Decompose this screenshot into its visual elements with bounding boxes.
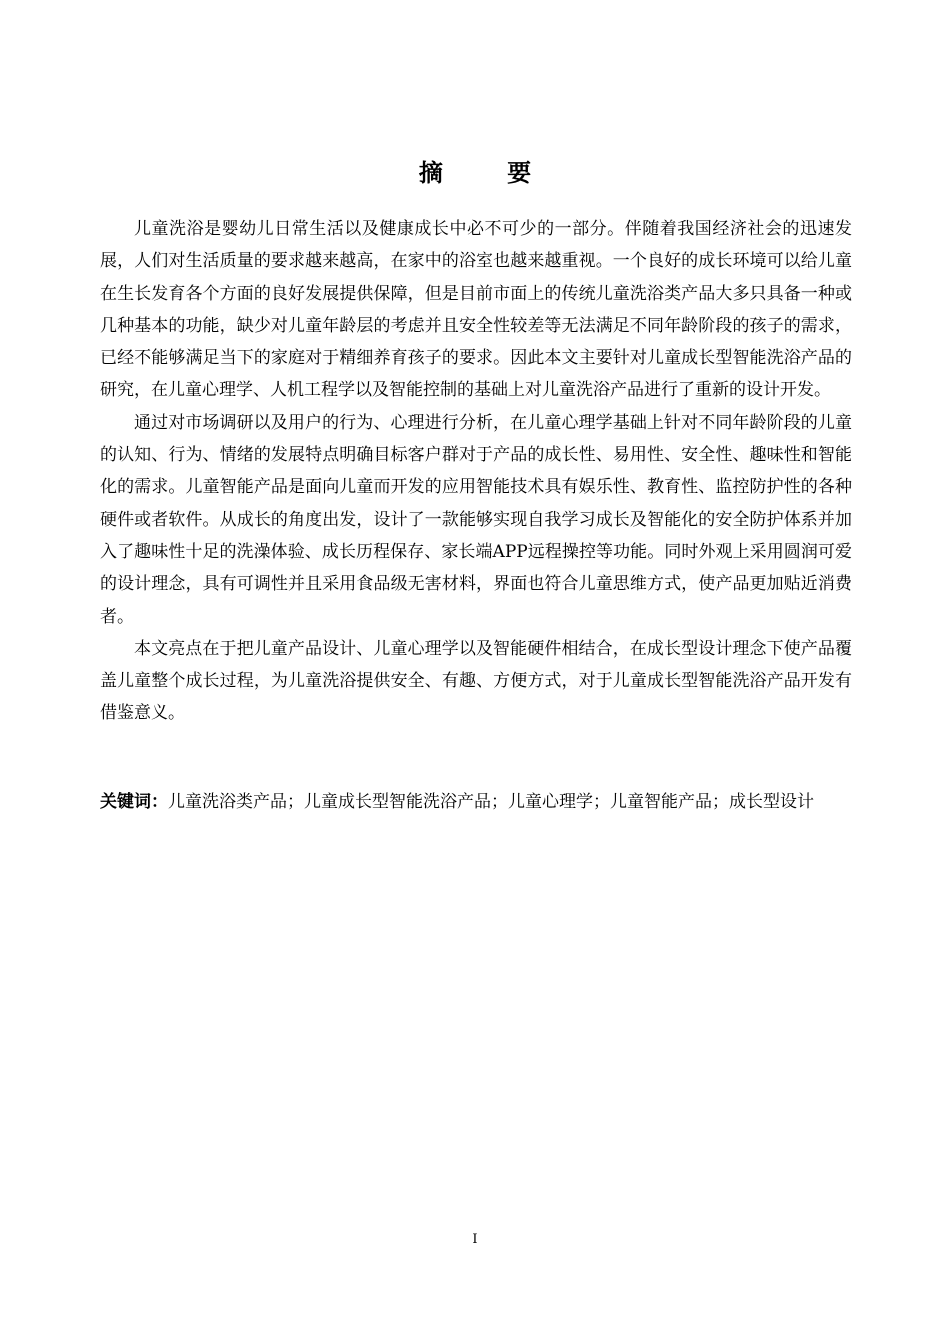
keywords-text: 儿童洗浴类产品；儿童成长型智能洗浴产品；儿童心理学；儿童智能产品；成长型设计 <box>168 792 814 812</box>
keywords-label: 关键词： <box>100 792 168 812</box>
abstract-body <box>100 213 852 730</box>
keywords-line <box>100 786 852 818</box>
abstract-paragraph-3: 本文亮点在于把儿童产品设计、儿童心理学以及智能硬件相结合，在成长型设计理念下使产品覆盖儿童整个成长过程，为儿童洗浴提供安全、有趣、方便方式，对于儿童成长型智能洗浴产品开发有借鉴意义。 <box>100 638 852 724</box>
abstract-paragraph-1: 儿童洗浴是婴幼儿日常生活以及健康成长中必不可少的一部分。伴随着我国经济社会的迅速发展，人们对生活质量的要求越来越高，在家中的浴室也越来越重视。一个良好的成长环境可以给儿童在生长发育各个方面的良好发展提供保障，但是目前市面上的传统儿童洗浴类产品大多只具备一种或几种基本的功能，缺少对儿童年龄层的考虑并且安全性较差等无法满足不同年龄阶段的孩子的需求，已经不能够满足当下的家庭对于精细养育孩子的要求。因此本文主要针对儿童成长型智能洗浴产品的研究，在儿童心理学、人机工程学以及智能控制的基础上对儿童洗浴产品进行了重新的设计开发。 <box>100 219 852 401</box>
page-title: 摘 要 <box>418 159 560 187</box>
abstract-paragraph-2: 通过对市场调研以及用户的行为、心理进行分析，在儿童心理学基础上针对不同年龄阶段的儿童的认知、行为、情绪的发展特点明确目标客户群对于产品的成长性、易用性、安全性、趣味性和智能化的需求。儿童智能产品是面向儿童而开发的应用智能技术具有娱乐性、教育性、监控防护性的各种硬件或者软件。从成长的角度出发，设计了一款能够实现自我学习成长及智能化的安全防护体系并加入了趣味性十足的洗澡体验、成长历程保存、家长端APP远程操控等功能。同时外观上采用圆润可爱的设计理念，具有可调性并且采用食品级无害材料，界面也符合儿童思维方式，使产品更加贴近消费者。 <box>100 412 852 627</box>
page-number: I <box>472 1232 478 1247</box>
